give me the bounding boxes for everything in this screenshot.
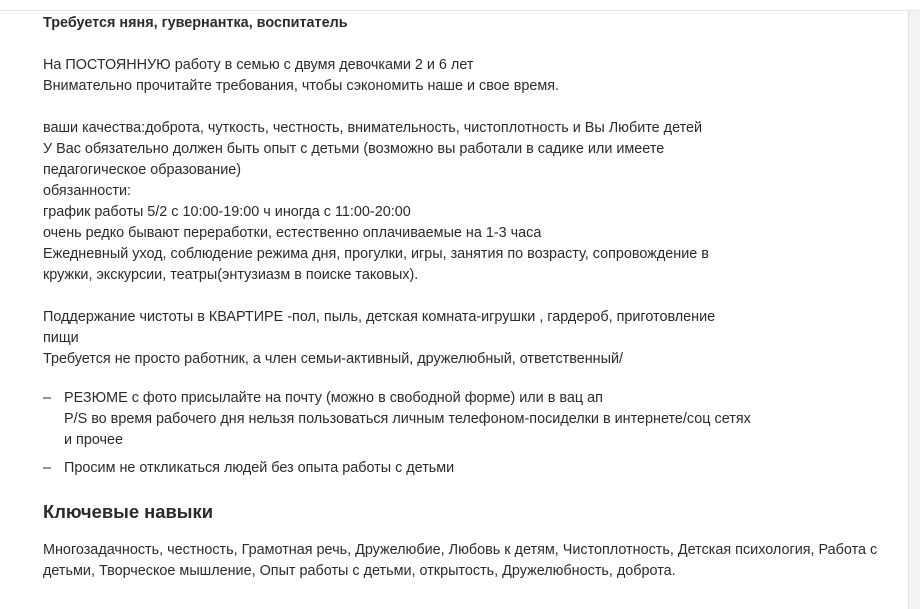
requirement-line: график работы 5/2 с 10:00-19:00 ч иногда с 11:00-20:00 bbox=[43, 204, 411, 220]
household-line: Поддержание чистоты в КВАРТИРЕ -пол, пыль, детская комната-игрушки , гардероб, приготовление bbox=[43, 309, 716, 325]
requirement-line: обязанности: bbox=[43, 183, 132, 199]
household-line: пищи bbox=[43, 330, 79, 346]
requirement-line: У Вас обязательно должен быть опыт с детьми (возможно вы работали в садике или имеете bbox=[43, 141, 665, 157]
bullet-dash: – bbox=[43, 390, 52, 406]
bullet-item bbox=[43, 458, 913, 479]
bullet-line: Просим не откликаться людей без опыта работы с детьми bbox=[64, 460, 455, 476]
vacancy-heading: Требуется няня, гувернантка, воспитатель bbox=[43, 15, 348, 31]
requirement-line: Ежедневный уход, соблюдение режима дня, прогулки, игры, занятия по возрасту, сопровождение в bbox=[43, 246, 709, 262]
bullet-line: P/S во время рабочего дня нельзя пользоваться личным телефоном-посиделки в интернете/соц сетях bbox=[64, 411, 751, 427]
top-bar bbox=[0, 0, 920, 11]
intro-line: На ПОСТОЯННУЮ работу в семью с двумя девочками 2 и 6 лет bbox=[43, 57, 474, 73]
intro-line: Внимательно прочитайте требования, чтобы сэкономить наше и свое время. bbox=[43, 78, 560, 94]
key-skills-title: Ключевые навыки bbox=[43, 501, 214, 522]
bullet-line: и прочее bbox=[64, 432, 124, 448]
requirement-line: очень редко бывают переработки, естественно оплачиваемые на 1-3 часа bbox=[43, 225, 542, 241]
bullet-line: РЕЗЮМЕ с фото присылайте на почту (можно в свободной форме) или в вац ап bbox=[64, 390, 603, 406]
bullet-dash: – bbox=[43, 460, 52, 476]
requirement-line: кружки, экскурсии, театры(энтузиазм в поиске таковых). bbox=[43, 267, 419, 283]
requirement-line: ваши качества:доброта, чуткость, честность, внимательность, чистоплотность и Вы Любите детей bbox=[43, 120, 703, 136]
bullet-item bbox=[43, 388, 913, 451]
requirement-line: педагогическое образование) bbox=[43, 162, 242, 178]
vacancy-description bbox=[43, 13, 913, 582]
key-skills-text: Многозадачность, честность, Грамотная речь, Дружелюбие, Любовь к детям, Чистоплотность, Детская психология, Работа с детьми, Творческое мышление, Опыт работы с детьми, открытость, Дружелюбность, доброта. bbox=[43, 542, 878, 579]
household-line: Требуется не просто работник, а член семьи-активный, дружелюбный, ответственный/ bbox=[43, 351, 624, 367]
